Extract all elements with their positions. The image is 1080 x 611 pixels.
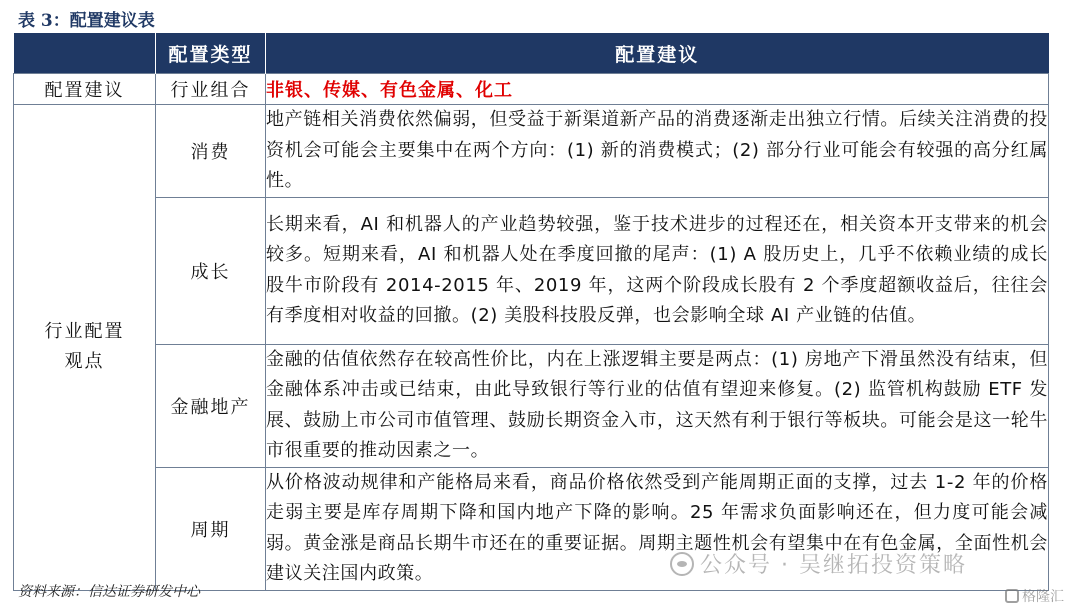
wechat-icon [670,552,694,576]
config-table [13,33,1049,591]
watermark-text: 公众号 · 吴继拓投资策略 [700,553,967,578]
combo-industries: 非银、传媒、有色金属、化工 [266,74,1049,105]
type-label-consume: 消费 [156,105,266,198]
watermark [670,548,967,579]
logo-text: 格隆汇 [1022,589,1064,605]
advice-text-cycle: 从价格波动规律和产能格局来看，商品价格依然受到产能周期正面的支撑，过去 1-2 年的价格走弱主要是库存周期下降和国内地产下降的影响。25 年需求负面影响还在，但力度可能会减弱。黄金涨是商品长期牛市还在的重要证据。周期主题性机会有望集中在有色金属，全面性机会建议关注国内政策。 [266,467,1049,590]
source-note: 资料来源：信达证券研发中心 [18,584,200,600]
advice-text-growth: 长期来看，AI 和机器人的产业趋势较强，鉴于技术进步的过程还在，相关资本开支带来的机会较多。短期来看，AI 和机器人处在季度回撤的尾声：(1) A 股历史上，几乎不依赖业绩的成长股牛市阶段有 2014-2015 年、2019 年，这两个阶段成长股有 2 个季度超额收益后，往往会有季度相对收益的回撤。(2) 美股科技股反弹，也会影响全球 AI 产业链的估值。 [266,197,1049,344]
header-config-advice: 配置建议 [266,33,1049,74]
advice-text-consume: 地产链相关消费依然偏弱，但受益于新渠道新产品的消费逐渐走出独立行情。后续关注消费的投资机会可能会主要集中在两个方向：(1) 新的消费模式；(2) 部分行业可能会有较强的高分红属性。 [266,105,1049,198]
type-label-combo: 行业组合 [156,74,266,105]
table-row-consume [14,105,1049,198]
logo-mark-icon [1005,589,1019,603]
table-row-combo [14,74,1049,105]
header-config-type: 配置类型 [156,33,266,74]
advice-text-finance-realestate: 金融的估值依然存在较高性价比，内在上涨逻辑主要是两点：(1) 房地产下滑虽然没有结束，但金融体系冲击或已结束，由此导致银行等行业的估值有望迎来修复。(2) 监管机构鼓励 ETF 发展、鼓励上市公司市值管理、鼓励长期资金入市，这天然有利于银行等板块。可能会是这一轮牛市很重要的推动因素之一。 [266,344,1049,467]
type-label-finance-realestate: 金融地产 [156,344,266,467]
section-label-views [14,105,156,591]
type-label-cycle: 周期 [156,467,266,590]
section-label-config: 配置建议 [14,74,156,105]
header-blank-cell [14,33,156,74]
config-table-container [13,33,1048,591]
brand-logo [1005,586,1064,606]
type-label-growth: 成长 [156,197,266,344]
table-row-finance-realestate [14,344,1049,467]
table-row-growth [14,197,1049,344]
table-header-row [14,33,1049,74]
section-label-views-text: 行业配置观点 [44,321,125,373]
table-title: 表 3：配置建议表 [18,11,155,31]
